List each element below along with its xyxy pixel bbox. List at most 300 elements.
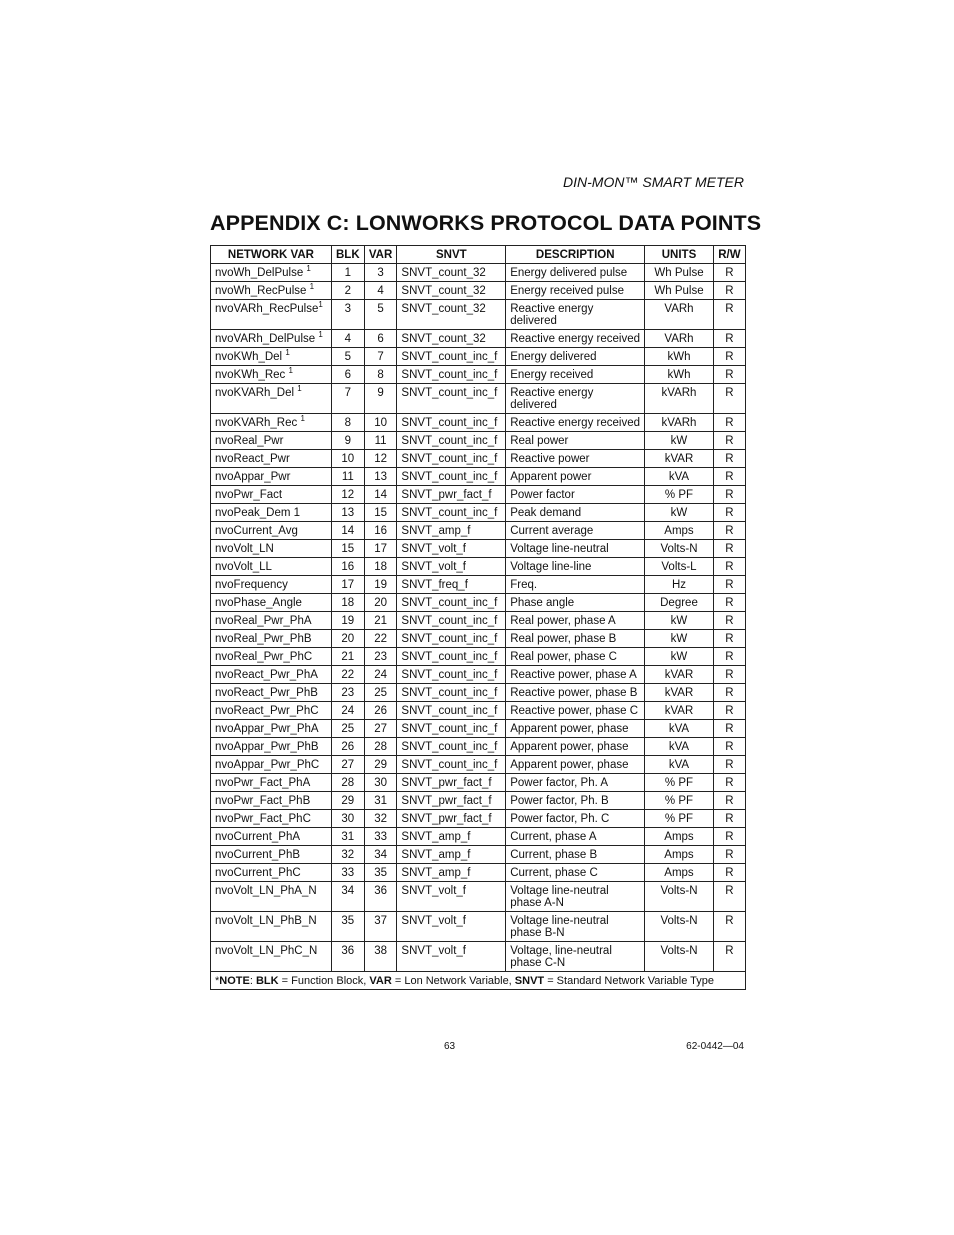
cell-description: Real power, phase B: [506, 630, 645, 648]
cell-var: 7: [364, 348, 397, 366]
cell-rw: R: [713, 720, 745, 738]
page-title: APPENDIX C: LONWORKS PROTOCOL DATA POINTS: [210, 211, 762, 235]
cell-blk: 35: [331, 912, 364, 942]
cell-units: kVAR: [645, 450, 714, 468]
cell-network-var: [211, 366, 332, 384]
network-var-name: nvoAppar_Pwr_PhC: [215, 759, 320, 771]
network-var-name: nvoPwr_Fact_PhB: [215, 795, 311, 807]
network-var-name: nvoKWh_Rec: [215, 369, 289, 381]
cell-network-var: [211, 540, 332, 558]
footnote-marker: 1: [300, 414, 305, 423]
cell-var: 19: [364, 576, 397, 594]
network-var-name: nvoReact_Pwr_PhB: [215, 687, 318, 699]
network-var-name: nvoPwr_Fact_PhC: [215, 813, 311, 825]
cell-var: 33: [364, 828, 397, 846]
cell-var: 38: [364, 942, 397, 972]
cell-description: Peak demand: [506, 504, 645, 522]
col-header-snvt: SNVT: [397, 246, 506, 264]
network-var-name: nvoReal_Pwr: [215, 435, 284, 447]
cell-snvt: SNVT_pwr_fact_f: [397, 810, 506, 828]
cell-rw: R: [713, 348, 745, 366]
cell-rw: R: [713, 666, 745, 684]
cell-blk: 10: [331, 450, 364, 468]
network-var-name: nvoCurrent_Avg: [215, 525, 298, 537]
cell-network-var: [211, 912, 332, 942]
cell-var: 36: [364, 882, 397, 912]
col-header-description: DESCRIPTION: [506, 246, 645, 264]
cell-var: 32: [364, 810, 397, 828]
cell-snvt: SNVT_pwr_fact_f: [397, 774, 506, 792]
network-var-name: nvoKWh_Del: [215, 351, 286, 363]
table-row: [211, 792, 746, 810]
cell-var: 8: [364, 366, 397, 384]
cell-units: Volts-N: [645, 942, 714, 972]
cell-snvt: SNVT_count_inc_f: [397, 414, 506, 432]
cell-rw: R: [713, 432, 745, 450]
cell-rw: R: [713, 912, 745, 942]
cell-snvt: SNVT_count_inc_f: [397, 366, 506, 384]
cell-units: Hz: [645, 576, 714, 594]
cell-var: 22: [364, 630, 397, 648]
table-row: [211, 300, 746, 330]
network-var-name: nvoPwr_Fact_PhA: [215, 777, 311, 789]
table-row: [211, 756, 746, 774]
cell-var: 23: [364, 648, 397, 666]
cell-description: Reactive energy delivered: [506, 384, 645, 414]
cell-rw: R: [713, 450, 745, 468]
cell-units: kVAR: [645, 666, 714, 684]
cell-snvt: SNVT_count_inc_f: [397, 594, 506, 612]
table-row: [211, 414, 746, 432]
cell-network-var: [211, 330, 332, 348]
table-row: [211, 882, 746, 912]
note-key-var: VAR: [369, 975, 392, 987]
footnote-marker: 1: [318, 300, 323, 309]
cell-units: kW: [645, 432, 714, 450]
table-row: [211, 576, 746, 594]
cell-blk: 17: [331, 576, 364, 594]
cell-var: 14: [364, 486, 397, 504]
cell-description: Reactive energy delivered: [506, 300, 645, 330]
table-row: [211, 666, 746, 684]
cell-rw: R: [713, 846, 745, 864]
cell-snvt: SNVT_count_inc_f: [397, 450, 506, 468]
cell-var: 30: [364, 774, 397, 792]
cell-blk: 30: [331, 810, 364, 828]
cell-blk: 18: [331, 594, 364, 612]
cell-rw: R: [713, 282, 745, 300]
cell-blk: 1: [331, 264, 364, 282]
cell-var: 12: [364, 450, 397, 468]
cell-units: Amps: [645, 846, 714, 864]
cell-rw: R: [713, 486, 745, 504]
cell-snvt: SNVT_amp_f: [397, 864, 506, 882]
cell-snvt: SNVT_count_inc_f: [397, 756, 506, 774]
cell-var: 26: [364, 702, 397, 720]
table-row: [211, 864, 746, 882]
cell-var: 25: [364, 684, 397, 702]
cell-var: 34: [364, 846, 397, 864]
cell-rw: R: [713, 648, 745, 666]
cell-network-var: [211, 348, 332, 366]
network-var-name: nvoWh_DelPulse: [215, 267, 307, 279]
cell-network-var: [211, 384, 332, 414]
cell-rw: R: [713, 384, 745, 414]
cell-blk: 32: [331, 846, 364, 864]
cell-units: Volts-N: [645, 912, 714, 942]
table-row: [211, 330, 746, 348]
network-var-name: nvoReact_Pwr: [215, 453, 290, 465]
cell-snvt: SNVT_amp_f: [397, 846, 506, 864]
table-row: [211, 912, 746, 942]
cell-units: Amps: [645, 864, 714, 882]
cell-description: Current, phase C: [506, 864, 645, 882]
cell-rw: R: [713, 864, 745, 882]
cell-blk: 21: [331, 648, 364, 666]
cell-rw: R: [713, 882, 745, 912]
footnote-marker: 1: [288, 366, 293, 375]
cell-snvt: SNVT_count_inc_f: [397, 648, 506, 666]
cell-rw: R: [713, 612, 745, 630]
cell-rw: R: [713, 504, 745, 522]
cell-snvt: SNVT_count_32: [397, 300, 506, 330]
cell-network-var: [211, 774, 332, 792]
cell-units: % PF: [645, 486, 714, 504]
cell-network-var: [211, 486, 332, 504]
cell-var: 24: [364, 666, 397, 684]
footnote-marker: 1: [309, 282, 315, 291]
network-var-name: nvoAppar_Pwr_PhA: [215, 723, 319, 735]
cell-rw: R: [713, 522, 745, 540]
table-row: [211, 468, 746, 486]
network-var-name: nvoAppar_Pwr: [215, 471, 291, 483]
table-row: [211, 348, 746, 366]
cell-network-var: [211, 432, 332, 450]
cell-blk: 4: [331, 330, 364, 348]
cell-network-var: [211, 450, 332, 468]
cell-network-var: [211, 468, 332, 486]
cell-units: Amps: [645, 522, 714, 540]
network-var-name: nvoVolt_LN: [215, 543, 274, 555]
cell-snvt: SNVT_count_inc_f: [397, 612, 506, 630]
cell-snvt: SNVT_count_32: [397, 282, 506, 300]
network-var-name: nvoReal_Pwr_PhA: [215, 615, 312, 627]
cell-units: kW: [645, 612, 714, 630]
cell-snvt: SNVT_count_32: [397, 264, 506, 282]
cell-snvt: SNVT_count_inc_f: [397, 384, 506, 414]
cell-var: 20: [364, 594, 397, 612]
cell-network-var: [211, 756, 332, 774]
cell-snvt: SNVT_volt_f: [397, 540, 506, 558]
col-header-rw: R/W: [713, 246, 745, 264]
cell-units: kVA: [645, 756, 714, 774]
note-val-var: = Lon Network Variable,: [391, 975, 515, 987]
table-row: [211, 504, 746, 522]
cell-description: Reactive power: [506, 450, 645, 468]
cell-network-var: [211, 522, 332, 540]
cell-blk: 33: [331, 864, 364, 882]
cell-snvt: SNVT_count_inc_f: [397, 702, 506, 720]
cell-snvt: SNVT_count_inc_f: [397, 684, 506, 702]
cell-rw: R: [713, 630, 745, 648]
network-var-name: nvoVolt_LN_PhB_N: [215, 915, 317, 927]
cell-network-var: [211, 414, 332, 432]
cell-description: Real power: [506, 432, 645, 450]
network-var-name: nvoKVARh_Rec: [215, 417, 301, 429]
cell-description: Voltage line-neutral phase B-N: [506, 912, 645, 942]
table-row: [211, 384, 746, 414]
cell-blk: 9: [331, 432, 364, 450]
cell-rw: R: [713, 540, 745, 558]
cell-units: kVAR: [645, 702, 714, 720]
cell-rw: R: [713, 810, 745, 828]
cell-units: Wh Pulse: [645, 264, 714, 282]
cell-blk: 2: [331, 282, 364, 300]
cell-var: 35: [364, 864, 397, 882]
cell-description: Apparent power, phase: [506, 720, 645, 738]
table-row: [211, 720, 746, 738]
cell-description: Power factor: [506, 486, 645, 504]
network-var-name: nvoCurrent_PhC: [215, 867, 301, 879]
network-var-name: nvoPeak_Dem 1: [215, 507, 301, 519]
cell-var: 5: [364, 300, 397, 330]
cell-network-var: [211, 300, 332, 330]
cell-snvt: SNVT_count_inc_f: [397, 738, 506, 756]
cell-var: 4: [364, 282, 397, 300]
cell-description: Real power, phase A: [506, 612, 645, 630]
cell-snvt: SNVT_pwr_fact_f: [397, 486, 506, 504]
cell-network-var: [211, 720, 332, 738]
col-header-units: UNITS: [645, 246, 714, 264]
cell-rw: R: [713, 468, 745, 486]
table-row: [211, 594, 746, 612]
note-prefix: *: [215, 975, 220, 987]
cell-units: kW: [645, 630, 714, 648]
table-header-row: [211, 246, 746, 264]
cell-rw: R: [713, 828, 745, 846]
cell-description: Reactive power, phase A: [506, 666, 645, 684]
network-var-name: nvoPwr_Fact: [215, 489, 283, 501]
running-head: DIN-MON™ SMART METER: [563, 174, 744, 190]
note-key-snvt: SNVT: [514, 975, 545, 987]
network-var-name: nvoVARh_RecPulse: [215, 303, 319, 315]
cell-snvt: SNVT_amp_f: [397, 828, 506, 846]
cell-var: 29: [364, 756, 397, 774]
cell-rw: R: [713, 558, 745, 576]
cell-description: Power factor, Ph. A: [506, 774, 645, 792]
network-var-name: nvoFrequency: [215, 579, 288, 591]
cell-units: kVA: [645, 738, 714, 756]
cell-units: Degree: [645, 594, 714, 612]
cell-description: Reactive power, phase C: [506, 702, 645, 720]
cell-var: 10: [364, 414, 397, 432]
cell-snvt: SNVT_count_32: [397, 330, 506, 348]
cell-network-var: [211, 576, 332, 594]
cell-snvt: SNVT_amp_f: [397, 522, 506, 540]
footnote-marker: 1: [306, 264, 311, 273]
cell-rw: R: [713, 594, 745, 612]
network-var-name: nvoKVARh_Del: [215, 387, 298, 399]
cell-var: 6: [364, 330, 397, 348]
cell-network-var: [211, 792, 332, 810]
cell-units: VARh: [645, 330, 714, 348]
cell-rw: R: [713, 774, 745, 792]
cell-network-var: [211, 282, 332, 300]
cell-network-var: [211, 558, 332, 576]
cell-description: Reactive energy received: [506, 330, 645, 348]
cell-blk: 8: [331, 414, 364, 432]
network-var-name: nvoVolt_LN_PhA_N: [215, 885, 317, 897]
footnote-marker: 1: [297, 384, 302, 393]
cell-network-var: [211, 630, 332, 648]
cell-snvt: SNVT_volt_f: [397, 882, 506, 912]
note-label: NOTE: [219, 975, 250, 987]
table-row: [211, 942, 746, 972]
table-row: [211, 630, 746, 648]
page-number: 63: [444, 1041, 456, 1052]
cell-units: kW: [645, 504, 714, 522]
cell-blk: 16: [331, 558, 364, 576]
cell-var: 15: [364, 504, 397, 522]
cell-blk: 23: [331, 684, 364, 702]
cell-units: kW: [645, 648, 714, 666]
table-row: [211, 648, 746, 666]
cell-description: Apparent power, phase: [506, 756, 645, 774]
cell-units: kWh: [645, 348, 714, 366]
note-row: [211, 972, 746, 990]
cell-units: kVAR: [645, 684, 714, 702]
cell-network-var: [211, 702, 332, 720]
cell-rw: R: [713, 330, 745, 348]
cell-network-var: [211, 738, 332, 756]
cell-units: Volts-N: [645, 540, 714, 558]
table-row: [211, 264, 746, 282]
cell-network-var: [211, 828, 332, 846]
network-var-name: nvoReal_Pwr_PhB: [215, 633, 312, 645]
cell-snvt: SNVT_volt_f: [397, 558, 506, 576]
cell-var: 16: [364, 522, 397, 540]
cell-network-var: [211, 882, 332, 912]
cell-snvt: SNVT_count_inc_f: [397, 666, 506, 684]
cell-rw: R: [713, 684, 745, 702]
table-row: [211, 282, 746, 300]
cell-blk: 15: [331, 540, 364, 558]
cell-blk: 27: [331, 756, 364, 774]
cell-var: 27: [364, 720, 397, 738]
cell-blk: 11: [331, 468, 364, 486]
network-var-name: nvoPhase_Angle: [215, 597, 302, 609]
cell-description: Voltage line-neutral phase A-N: [506, 882, 645, 912]
cell-var: 37: [364, 912, 397, 942]
cell-var: 31: [364, 792, 397, 810]
cell-description: Energy received: [506, 366, 645, 384]
cell-description: Apparent power, phase: [506, 738, 645, 756]
table-row: [211, 738, 746, 756]
network-var-name: nvoReact_Pwr_PhA: [215, 669, 318, 681]
cell-blk: 31: [331, 828, 364, 846]
cell-blk: 7: [331, 384, 364, 414]
cell-network-var: [211, 666, 332, 684]
cell-blk: 36: [331, 942, 364, 972]
note-sep: :: [249, 975, 256, 987]
cell-rw: R: [713, 756, 745, 774]
cell-units: Volts-L: [645, 558, 714, 576]
cell-description: Freq.: [506, 576, 645, 594]
network-var-name: nvoAppar_Pwr_PhB: [215, 741, 319, 753]
cell-units: % PF: [645, 792, 714, 810]
network-var-name: nvoReal_Pwr_PhC: [215, 651, 313, 663]
cell-blk: 22: [331, 666, 364, 684]
table-row: [211, 684, 746, 702]
cell-var: 9: [364, 384, 397, 414]
table-row: [211, 366, 746, 384]
cell-snvt: SNVT_count_inc_f: [397, 468, 506, 486]
cell-var: 3: [364, 264, 397, 282]
cell-snvt: SNVT_count_inc_f: [397, 348, 506, 366]
network-var-name: nvoWh_RecPulse: [215, 285, 310, 297]
cell-network-var: [211, 264, 332, 282]
document-number: 62-0442—04: [686, 1041, 744, 1052]
cell-blk: 29: [331, 792, 364, 810]
network-var-name: nvoCurrent_PhB: [215, 849, 301, 861]
cell-snvt: SNVT_freq_f: [397, 576, 506, 594]
cell-units: kVARh: [645, 384, 714, 414]
cell-blk: 28: [331, 774, 364, 792]
cell-description: Voltage line-line: [506, 558, 645, 576]
table-row: [211, 450, 746, 468]
cell-var: 13: [364, 468, 397, 486]
cell-units: kVA: [645, 468, 714, 486]
cell-description: Energy received pulse: [506, 282, 645, 300]
cell-snvt: SNVT_count_inc_f: [397, 504, 506, 522]
col-header-var: VAR: [364, 246, 397, 264]
cell-description: Current, phase B: [506, 846, 645, 864]
network-var-name: nvoVolt_LN_PhC_N: [215, 945, 318, 957]
cell-description: Energy delivered: [506, 348, 645, 366]
data-points-table: [210, 245, 746, 990]
cell-description: Real power, phase C: [506, 648, 645, 666]
cell-units: kWh: [645, 366, 714, 384]
cell-blk: 12: [331, 486, 364, 504]
table-row: [211, 540, 746, 558]
cell-description: Apparent power: [506, 468, 645, 486]
cell-blk: 6: [331, 366, 364, 384]
cell-description: Power factor, Ph. B: [506, 792, 645, 810]
cell-units: kVARh: [645, 414, 714, 432]
cell-units: Wh Pulse: [645, 282, 714, 300]
network-var-name: nvoVARh_DelPulse: [215, 333, 319, 345]
cell-units: % PF: [645, 774, 714, 792]
cell-description: Reactive power, phase B: [506, 684, 645, 702]
table-row: [211, 432, 746, 450]
cell-rw: R: [713, 702, 745, 720]
cell-var: 18: [364, 558, 397, 576]
col-header-blk: BLK: [331, 246, 364, 264]
cell-rw: R: [713, 300, 745, 330]
cell-description: Voltage, line-neutral phase C-N: [506, 942, 645, 972]
cell-rw: R: [713, 576, 745, 594]
cell-var: 28: [364, 738, 397, 756]
cell-description: Reactive energy received: [506, 414, 645, 432]
cell-blk: 34: [331, 882, 364, 912]
cell-network-var: [211, 594, 332, 612]
cell-units: VARh: [645, 300, 714, 330]
cell-network-var: [211, 612, 332, 630]
cell-blk: 5: [331, 348, 364, 366]
cell-network-var: [211, 648, 332, 666]
table-row: [211, 486, 746, 504]
table-row: [211, 810, 746, 828]
